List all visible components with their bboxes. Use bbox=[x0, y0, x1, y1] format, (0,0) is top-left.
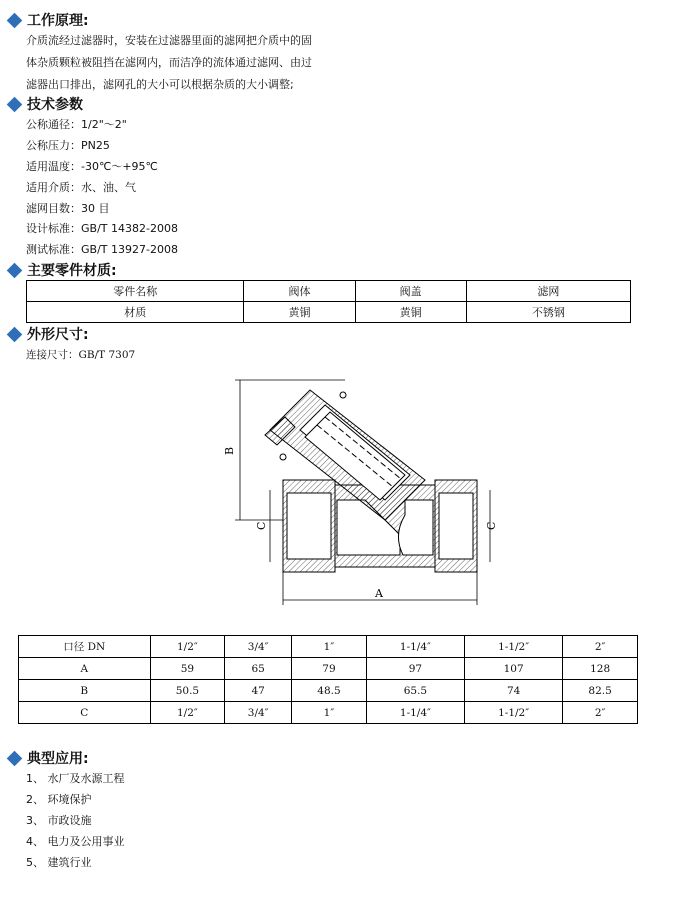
table-cell: 74 bbox=[465, 680, 563, 702]
table-cell: 79 bbox=[292, 658, 367, 680]
principle-line: 介质流经过滤器时，安装在过滤器里面的滤网把介质中的固 bbox=[26, 34, 312, 47]
table-cell: B bbox=[19, 680, 151, 702]
spec-line: 公称压力：PN25 bbox=[26, 139, 110, 152]
table-cell: 黄铜 bbox=[355, 302, 466, 323]
diamond-bullet-icon bbox=[7, 262, 23, 278]
table-row bbox=[27, 281, 631, 302]
table-cell: 3/4″ bbox=[225, 702, 292, 724]
table-cell: 1-1/4″ bbox=[366, 636, 464, 658]
diamond-bullet-icon bbox=[7, 326, 23, 342]
spec-line: 适用介质：水、油、气 bbox=[26, 181, 136, 194]
table-cell: 1-1/2″ bbox=[465, 636, 563, 658]
table-cell: 不锈钢 bbox=[466, 302, 630, 323]
table-row bbox=[19, 658, 638, 680]
table-cell: 1/2″ bbox=[150, 636, 225, 658]
applications-heading bbox=[6, 749, 89, 767]
table-cell: 3/4″ bbox=[225, 636, 292, 658]
table-cell: 48.5 bbox=[292, 680, 367, 702]
principle-heading bbox=[6, 11, 89, 29]
table-cell: 1″ bbox=[292, 636, 367, 658]
applications-title: 典型应用: bbox=[27, 751, 89, 767]
table-row bbox=[19, 636, 638, 658]
principle-line: 体杂质颗粒被阻挡在滤网内，而洁净的流体通过滤网、由过 bbox=[26, 56, 312, 69]
table-row bbox=[27, 302, 631, 323]
application-item: 3、 市政设施 bbox=[26, 814, 92, 827]
table-cell: 59 bbox=[150, 658, 225, 680]
table-cell: 材质 bbox=[27, 302, 244, 323]
specs-heading bbox=[6, 95, 83, 113]
dimensions-table bbox=[18, 635, 638, 724]
application-item: 2、 环境保护 bbox=[26, 793, 92, 806]
materials-title: 主要零件材质: bbox=[27, 263, 117, 279]
materials-table bbox=[26, 280, 631, 323]
table-cell: 1″ bbox=[292, 702, 367, 724]
table-cell: 2″ bbox=[563, 636, 638, 658]
diamond-bullet-icon bbox=[7, 96, 23, 112]
dimensions-title: 外形尺寸: bbox=[27, 327, 89, 343]
dimensions-heading bbox=[6, 325, 89, 343]
diamond-bullet-icon bbox=[7, 750, 23, 766]
diamond-bullet-icon bbox=[7, 12, 23, 28]
table-cell: 2″ bbox=[563, 702, 638, 724]
application-item: 4、 电力及公用事业 bbox=[26, 835, 125, 848]
application-item: 1、 水厂及水源工程 bbox=[26, 772, 125, 785]
dimension-label-c-left: C bbox=[255, 521, 268, 530]
table-cell: 黄铜 bbox=[244, 302, 355, 323]
table-cell: 1-1/4″ bbox=[366, 702, 464, 724]
table-cell: 阀体 bbox=[244, 281, 355, 302]
y-strainer-drawing bbox=[225, 375, 515, 610]
specs-title: 技术参数 bbox=[27, 97, 83, 113]
principle-title: 工作原理: bbox=[27, 13, 89, 29]
dimension-label-a: A bbox=[375, 587, 383, 600]
principle-line: 滤器出口排出，滤网孔的大小可以根据杂质的大小调整; bbox=[26, 78, 294, 91]
table-cell: 滤网 bbox=[466, 281, 630, 302]
table-cell: 97 bbox=[366, 658, 464, 680]
spec-line: 滤网目数：30 目 bbox=[26, 202, 110, 215]
spec-line: 测试标准：GB/T 13927-2008 bbox=[26, 243, 178, 256]
table-cell: 47 bbox=[225, 680, 292, 702]
table-cell: 50.5 bbox=[150, 680, 225, 702]
spec-line: 设计标准：GB/T 14382-2008 bbox=[26, 222, 178, 235]
table-row bbox=[19, 702, 638, 724]
table-cell: 零件名称 bbox=[27, 281, 244, 302]
table-cell: 65 bbox=[225, 658, 292, 680]
valve-body-outline bbox=[265, 390, 477, 572]
table-cell: A bbox=[19, 658, 151, 680]
dimension-label-b: B bbox=[223, 446, 236, 455]
table-cell: 128 bbox=[563, 658, 638, 680]
connection-standard: 连接尺寸：GB/T 7307 bbox=[26, 349, 136, 361]
spec-line: 适用温度：-30℃～+95℃ bbox=[26, 160, 158, 173]
table-cell: C bbox=[19, 702, 151, 724]
spec-line: 公称通径：1/2"～2" bbox=[26, 118, 127, 131]
table-cell: 1-1/2″ bbox=[465, 702, 563, 724]
table-row bbox=[19, 680, 638, 702]
table-cell: 82.5 bbox=[563, 680, 638, 702]
materials-heading bbox=[6, 261, 117, 279]
table-cell: 口径 DN bbox=[19, 636, 151, 658]
dimension-label-c-right: C bbox=[485, 521, 498, 530]
application-item: 5、 建筑行业 bbox=[26, 856, 92, 869]
table-cell: 1/2″ bbox=[150, 702, 225, 724]
table-cell: 65.5 bbox=[366, 680, 464, 702]
table-cell: 107 bbox=[465, 658, 563, 680]
table-cell: 阀盖 bbox=[355, 281, 466, 302]
